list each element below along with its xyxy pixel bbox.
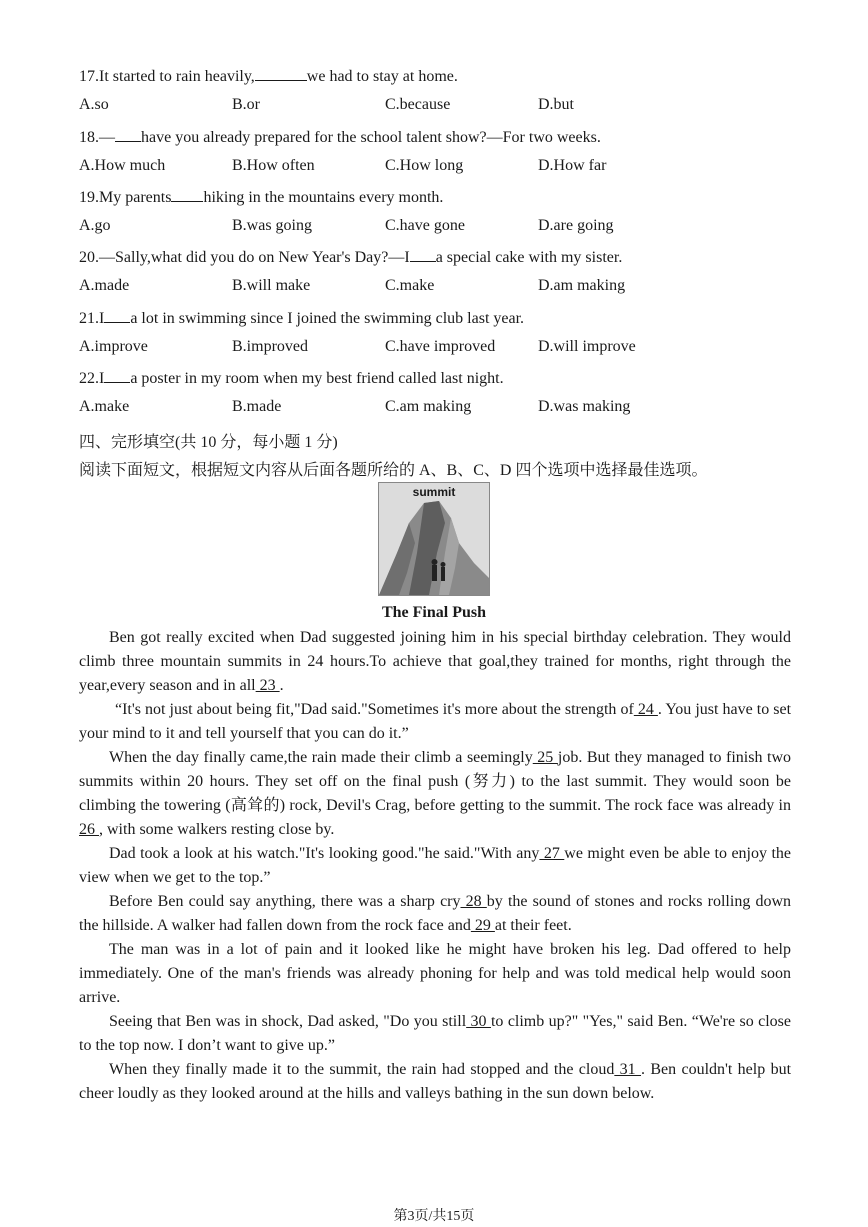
gap-30: 30: [466, 1013, 491, 1030]
gap-26: 26: [79, 821, 99, 838]
option-a: A.go: [79, 217, 111, 234]
passage-body: [79, 626, 791, 1106]
section-instruction: 阅读下面短文，根据短文内容从后面各题所给的 A、B、C、D 四个选项中选择最佳选项。: [79, 462, 708, 479]
paragraph: When the day finally came,the rain made their climb a seemingly 25 job. But they managed to finish two summits within 20 hours. They set off on the final push (努力) to the last summit. They would soon be climbing the towering (高耸的) rock, Devil's Crag, before getting to the summit. The rock face was already in 26 , with some walkers resting close by.: [79, 749, 792, 838]
question-17: 17.It started to rain heavily, we had to stay at home.: [79, 68, 458, 85]
gap-27: 27: [539, 845, 565, 862]
paragraph: Before Ben could say anything, there was a sharp cry 28 by the sound of stones and rocks rolling down the hillside. A walker had fallen down from the rock face and 29 at their feet.: [79, 893, 792, 934]
gap-28: 28: [460, 893, 487, 910]
summit-illustration: [378, 482, 490, 596]
answer-blank: [104, 368, 130, 383]
paragraph: “It's not just about being fit,"Dad said."Sometimes it's more about the strength of 24 . You just have to set your mind to it and tell yourself that you can do it.”: [79, 701, 792, 742]
option-a: A.improve: [79, 338, 148, 355]
gap-24: 24: [633, 701, 658, 718]
question-18: 18.— have you already prepared for the school talent show?—For two weeks.: [79, 129, 601, 146]
paragraph: Seeing that Ben was in shock, Dad asked, "Do you still 30 to climb up?" "Yes," said Ben. “We're so close to the top now. I don’t want to give up.”: [79, 1013, 792, 1054]
option-c: C.How long: [385, 157, 464, 174]
section-heading: 四、完形填空(共 10 分，每小题 1 分): [79, 434, 338, 451]
gap-31: 31: [614, 1061, 642, 1078]
paragraph: Dad took a look at his watch."It's looking good."he said."With any 27 we might even be able to enjoy the view when we get to the top.”: [79, 845, 792, 886]
option-b: B.improved: [232, 338, 308, 355]
option-d: D.are going: [538, 217, 614, 234]
option-c: C.have improved: [385, 338, 496, 355]
option-d: D.will improve: [538, 338, 636, 355]
paragraph: When they finally made it to the summit, the rain had stopped and the cloud 31 . Ben couldn't help but cheer loudly as they looked around at the hills and valleys bathing in the sun down below.: [79, 1061, 792, 1102]
gap-23: 23: [255, 677, 280, 694]
option-c: C.have gone: [385, 217, 465, 234]
paragraph: Ben got really excited when Dad suggested joining him in his special birthday celebration. They would climb three mountain summits in 24 hours.To achieve that goal,they trained for months, right through the year,every season and in all 23 .: [79, 629, 791, 694]
question-22: 22.I a poster in my room when my best friend called last night.: [79, 370, 504, 387]
image-caption: summit: [412, 485, 456, 499]
option-d: D.How far: [538, 157, 607, 174]
gap-25: 25: [532, 749, 558, 766]
answer-blank: [115, 127, 141, 142]
gap-29: 29: [470, 917, 495, 934]
option-b: B.made: [232, 398, 282, 415]
passage-title: The Final Push: [381, 604, 487, 621]
option-b: B.How often: [232, 157, 315, 174]
question-19: 19.My parents hiking in the mountains every month.: [79, 189, 444, 206]
option-c: C.am making: [385, 398, 472, 415]
answer-blank: [104, 308, 130, 323]
page-number: 第3页/共15页: [393, 1209, 475, 1224]
paragraph: The man was in a lot of pain and it looked like he might have broken his leg. Dad offered to help immediately. One of the man's friends was already phoning for help and was told medical help would soon arrive.: [79, 941, 791, 1006]
option-a: A.made: [79, 277, 130, 294]
option-b: B.or: [232, 96, 260, 113]
option-d: D.but: [538, 96, 574, 113]
option-a: A.so: [79, 96, 109, 113]
option-b: B.will make: [232, 277, 311, 294]
question-21: 21.I a lot in swimming since I joined the swimming club last year.: [79, 310, 525, 327]
answer-blank: [410, 247, 436, 262]
mountain-drawing: [379, 483, 489, 595]
question-20: 20.—Sally,what did you do on New Year's Day?—I a special cake with my sister.: [79, 249, 623, 266]
option-d: D.was making: [538, 398, 631, 415]
option-b: B.was going: [232, 217, 312, 234]
option-d: D.am making: [538, 277, 626, 294]
option-a: A.make: [79, 398, 130, 415]
option-a: A.How much: [79, 157, 166, 174]
option-c: C.make: [385, 277, 435, 294]
answer-blank: [255, 66, 307, 81]
answer-blank: [171, 187, 203, 202]
option-c: C.because: [385, 96, 451, 113]
